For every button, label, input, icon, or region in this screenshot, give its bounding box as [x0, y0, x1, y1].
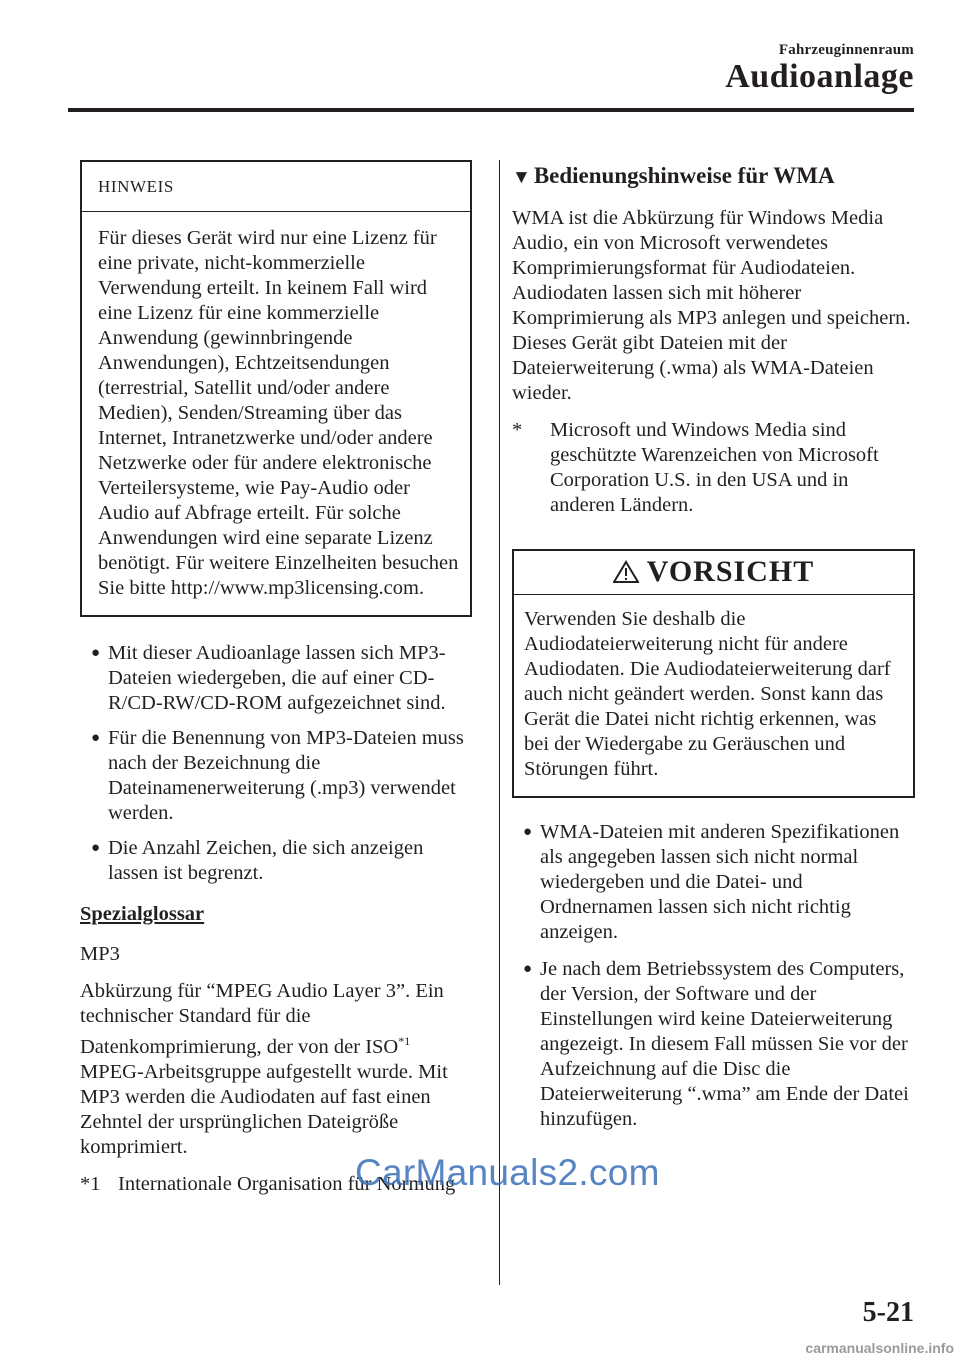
- intro-paragraph: Audiodaten lassen sich mit höherer Komprimierung als MP3 anlegen und speichern.: [512, 282, 911, 329]
- bullet-icon: ●: [523, 961, 533, 977]
- list-item-text: Je nach dem Betriebssystem des Computers, der Version, der Software und der Einstellungen wird keine Dateierweiterung angezeigt. In diesem Fall müssen Sie vor der Aufzeichnung auf die Disc die Dateierweiterung “.wma” am Ende der Datei hinzufügen.: [540, 958, 909, 1130]
- note-title: HINWEIS: [82, 162, 470, 212]
- bullet-icon: ●: [91, 730, 101, 746]
- column-divider: [499, 160, 500, 1285]
- glossary-term: MP3: [80, 943, 120, 965]
- site-watermark: carmanualsonline.info: [805, 1340, 954, 1356]
- watermark-text: CarManuals2.com: [355, 1152, 660, 1193]
- list-item: [80, 641, 472, 716]
- caution-title: VORSICHT: [646, 555, 815, 588]
- caution-header: [514, 551, 913, 595]
- header-title: Audioanlage: [725, 58, 914, 95]
- intro-paragraph: Dieses Gerät gibt Dateien mit der Dateierweiterung (.wma) als WMA-Dateien wieder.: [512, 332, 874, 404]
- list-item-text: Für die Benennung von MP3-Dateien muss nach der Bezeichnung die Dateinamenerweiterung (.mp3) verwendet werden.: [108, 727, 464, 824]
- list-item-text: Mit dieser Audioanlage lassen sich MP3-Dateien wiedergeben, die auf einer CD-R/CD-RW/CD-ROM aufgezeichnet sind.: [108, 642, 446, 714]
- caution-box: [512, 549, 915, 798]
- page-number: 5-21: [862, 1297, 914, 1328]
- asterisk-mark: *: [512, 419, 523, 441]
- list-item: [512, 820, 915, 945]
- list-item: [80, 726, 472, 826]
- intro-paragraph: WMA ist die Abkürzung für Windows Media Audio, ein von Microsoft verwendetes Komprimierungsformat für Audiodateien.: [512, 207, 884, 279]
- bullet-icon: ●: [523, 824, 533, 840]
- list-item: [80, 836, 472, 886]
- section-title: Bedienungshinweise für WMA: [533, 163, 835, 188]
- triangle-down-icon: ▼: [512, 167, 531, 188]
- header-section-label: Fahrzeuginnenraum: [778, 42, 914, 58]
- footnote-text: Internationale Organisation für Normung: [118, 1172, 456, 1195]
- header-rule: [68, 108, 914, 112]
- section-heading: [512, 160, 915, 192]
- left-column: [80, 160, 472, 1197]
- bullet-icon: ●: [91, 645, 101, 661]
- note-text: Für dieses Gerät wird nur eine Lizenz für eine private, nicht-kommerzielle Verwendung erteilt. In keinem Fall wird eine Lizenz für eine kommerzielle Anwendung (gewinnbringende Anwendungen), Echtzeitsendungen (terrestrial, Satellit und/oder andere Medien), Senden/Streaming über das Internet, Intranetzwerke und/oder andere Netzwerke oder für andere elektronische Verteilersysteme, wie Pay-Audio oder Audio auf Abfrage erteilt. Für solche Anwendungen wird eine separate Lizenz benötigt. Für weitere Einzelheiten besuchen Sie bitte http://www.mp3licensing.com.: [98, 227, 459, 599]
- footnote-mark: *1: [80, 1172, 101, 1195]
- warning-triangle-icon: [613, 560, 639, 584]
- list-item-text: WMA-Dateien mit anderen Spezifikationen als angegeben lassen sich nicht normal wiedergeben und die Datei- und Ordnernamen lassen sich nicht richtig anzeigen.: [540, 821, 900, 943]
- definition-text-start: Abkürzung für “MPEG Audio Layer 3”. Ein technischer Standard für die Datenkomprimierung, der von der ISO: [80, 980, 444, 1058]
- right-column: [512, 160, 915, 1144]
- trademark-note: [512, 418, 915, 518]
- left-bullet-list: [80, 641, 472, 886]
- note-box: [80, 160, 472, 617]
- list-item-text: Die Anzahl Zeichen, die sich anzeigen lassen ist begrenzt.: [108, 837, 424, 884]
- list-item: [512, 957, 915, 1132]
- glossary-heading: Spezialglossar: [80, 903, 205, 925]
- right-bullet-list: [512, 820, 915, 1132]
- glossary-definition: [80, 979, 472, 1160]
- caution-text: Verwenden Sie deshalb die Audiodateierweiterung nicht für andere Audiodaten. Die Audiodateierweiterung darf auch nicht geändert werden. Sonst kann das Gerät die Datei nicht richtig erkennen, was bei der Wiedergabe zu Geräuschen und Störungen führt.: [524, 608, 891, 780]
- bullet-icon: ●: [91, 840, 101, 856]
- definition-text-end: MPEG-Arbeitsgruppe aufgestellt wurde. Mit MP3 werden die Audiodaten auf fast einen Zehntel der ursprünglichen Dateigröße komprimiert.: [80, 1060, 448, 1158]
- trademark-note-text: Microsoft und Windows Media sind geschützte Warenzeichen von Microsoft Corporation U.S. in den USA und in anderen Ländern.: [550, 419, 879, 516]
- footnote-reference: *1: [398, 1034, 411, 1048]
